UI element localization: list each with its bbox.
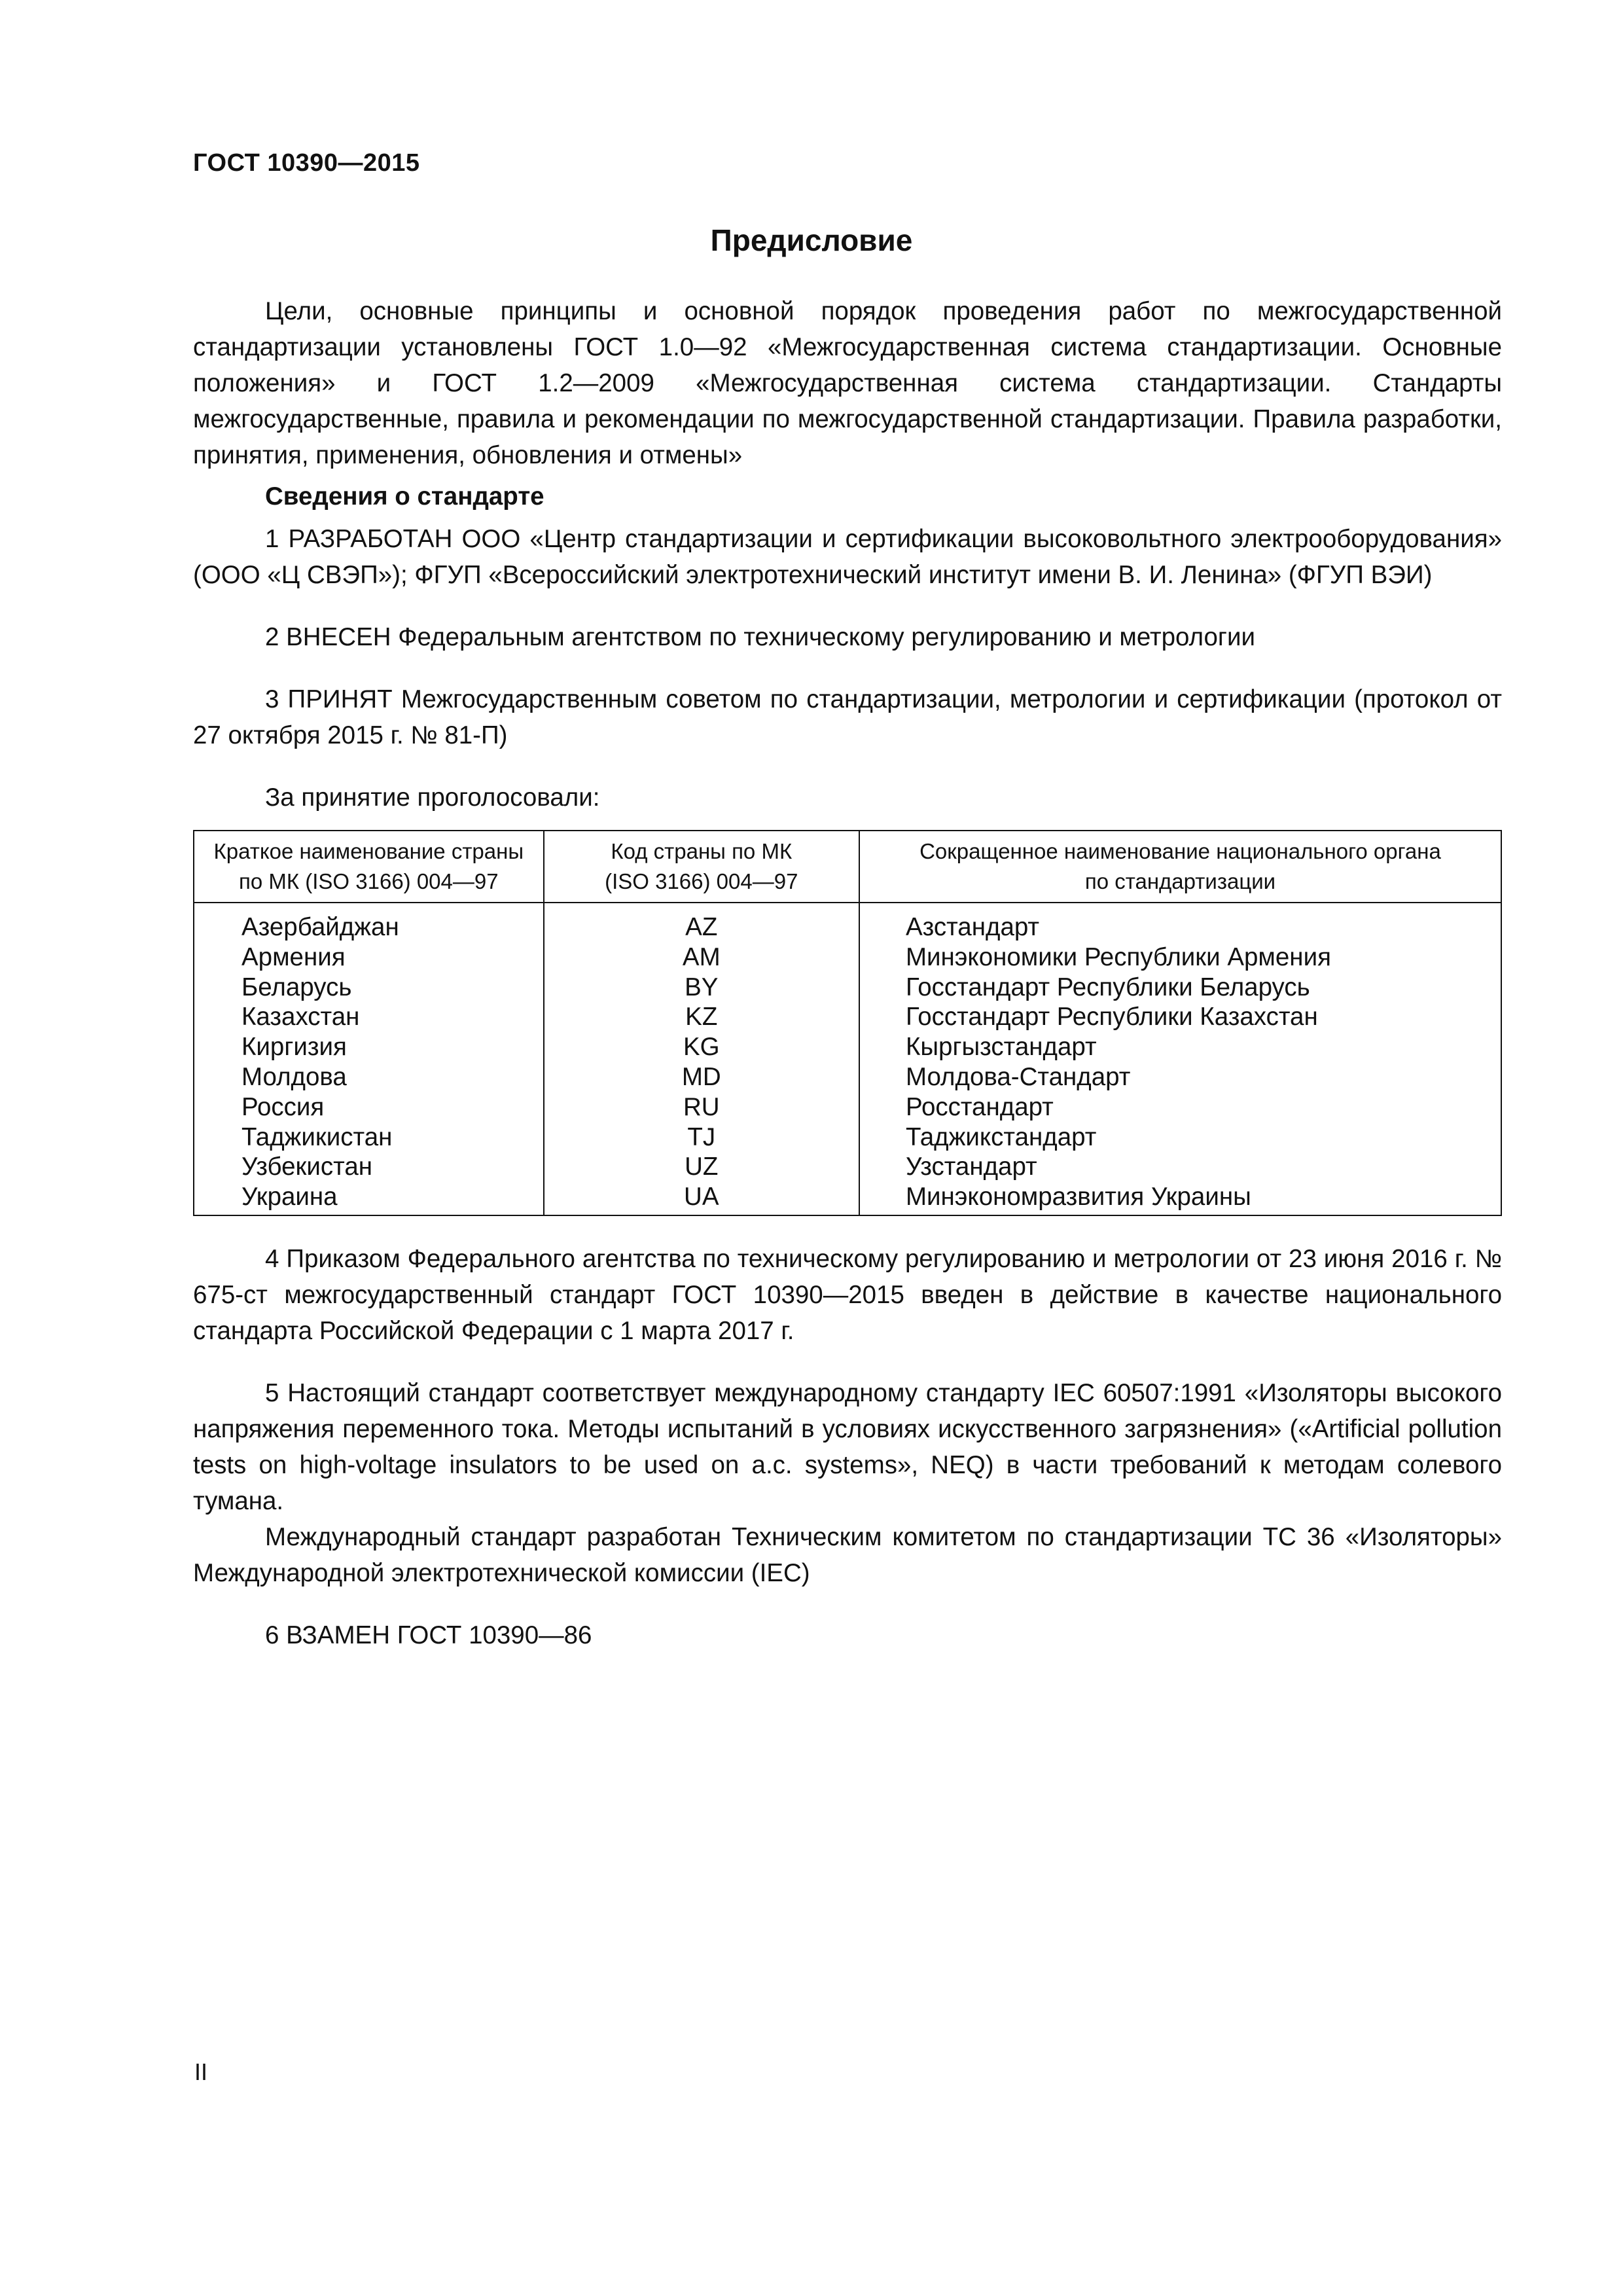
item-4-enacted: 4 Приказом Федерального агентства по техническому регулированию и метрологии от 23 июня 2016 г. № 675-ст межгосударственный стандарт ГОСТ 10390—2015 введен в действие в качестве национального стандарта Российской Федерации с 1 марта 2017 г. [193,1244,1502,1345]
column-header-country-line-2: по МК (ISO 3166) 004—97 [238,869,499,893]
voting-intro: За принятие проголосовали: [265,783,600,812]
item-3-adopted: 3 ПРИНЯТ Межгосударственным советом по стандартизации, метрологии и сертификации (протокол от 27 октября 2015 г. № 81-П) [193,685,1502,749]
item-5-note-iec: Международный стандарт разработан Техническим комитетом по стандартизации ТС 36 «Изоляторы» Международной электротехнической комиссии (IEC) [193,1522,1502,1587]
table-row [194,942,1501,973]
table-row [194,1062,1501,1092]
table-row [194,1002,1501,1032]
code-cell: TJ [544,1122,859,1153]
column-header-code-line-2: (ISO 3166) 004—97 [605,869,798,893]
body-cell: Госстандарт Республики Казахстан [859,1002,1501,1032]
code-cell: RU [544,1092,859,1122]
table-row [194,1032,1501,1062]
table-row [194,1152,1501,1182]
column-header-body [859,831,1501,903]
code-cell: KZ [544,1002,859,1032]
page-number: II [194,2058,208,2085]
body-cell: Минэкономразвития Украины [859,1182,1501,1215]
code-cell: UZ [544,1152,859,1182]
code-cell: KG [544,1032,859,1062]
column-header-country-line-1: Краткое наименование страны [213,839,524,863]
country-cell: Казахстан [194,1002,544,1032]
body-cell: Росстандарт [859,1092,1501,1122]
body-cell: Узстандарт [859,1152,1501,1182]
table-row [194,1122,1501,1153]
body-cell: Молдова-Стандарт [859,1062,1501,1092]
table-header-row [194,831,1501,903]
body-cell: Кыргызстандарт [859,1032,1501,1062]
column-header-body-line-1: Сокращенное наименование национального органа [919,839,1441,863]
body-cell: Госстандарт Республики Беларусь [859,973,1501,1003]
country-cell: Армения [194,942,544,973]
body-cell: Азстандарт [859,903,1501,942]
column-header-code-line-1: Код страны по МК [611,839,793,863]
item-6-replaces: 6 ВЗАМЕН ГОСТ 10390—86 [265,1621,592,1649]
body-cell: Минэкономики Республики Армения [859,942,1501,973]
code-cell: AZ [544,903,859,942]
document-code-header: ГОСТ 10390—2015 [193,149,420,177]
table-row [194,1182,1501,1215]
column-header-country [194,831,544,903]
item-5-conformity: 5 Настоящий стандарт соответствует международному стандарту IEC 60507:1991 «Изоляторы высокого напряжения переменного тока. Методы испытаний в условиях искусственного загрязнения» («Artificial pollution tests on high-voltage insulators to be used on a.c. systems», NEQ) в части требований к методам солевого тумана. [193,1378,1502,1515]
table-row [194,973,1501,1003]
country-cell: Азербайджан [194,903,544,942]
page-title: Предисловие [710,223,913,257]
country-cell: Россия [194,1092,544,1122]
table-row [194,1092,1501,1122]
country-cell: Киргизия [194,1032,544,1062]
standard-info-heading: Сведения о стандарте [265,482,544,511]
country-cell: Молдова [194,1062,544,1092]
country-cell: Украина [194,1182,544,1215]
table-row [194,903,1501,942]
country-cell: Таджикистан [194,1122,544,1153]
code-cell: AM [544,942,859,973]
column-header-body-line-2: по стандартизации [1084,869,1276,893]
document-body [193,293,1502,1653]
voting-table [193,830,1502,1216]
country-cell: Узбекистан [194,1152,544,1182]
item-1-developed: 1 РАЗРАБОТАН ООО «Центр стандартизации и сертификации высоковольтного электрооборудования» (ООО «Ц СВЭП»); ФГУП «Всероссийский электротехнический институт имени В. И. Ленина» (ФГУП ВЭИ) [193,525,1502,589]
code-cell: UA [544,1182,859,1215]
country-cell: Беларусь [194,973,544,1003]
item-2-introduced: 2 ВНЕСЕН Федеральным агентством по техническому регулированию и метрологии [265,623,1255,651]
column-header-code [544,831,859,903]
code-cell: BY [544,973,859,1003]
code-cell: MD [544,1062,859,1092]
body-cell: Таджикстандарт [859,1122,1501,1153]
intro-paragraph: Цели, основные принципы и основной порядок проведения работ по межгосударственной стандартизации установлены ГОСТ 1.0—92 «Межгосударственная система стандартизации. Основные положения» и ГОСТ 1.2—2009 «Межгосударственная система стандартизации. Стандарты межгосударственные, правила и рекомендации по межгосударственной стандартизации. Правила разработки, принятия, применения, обновления и отмены» [193,297,1502,469]
